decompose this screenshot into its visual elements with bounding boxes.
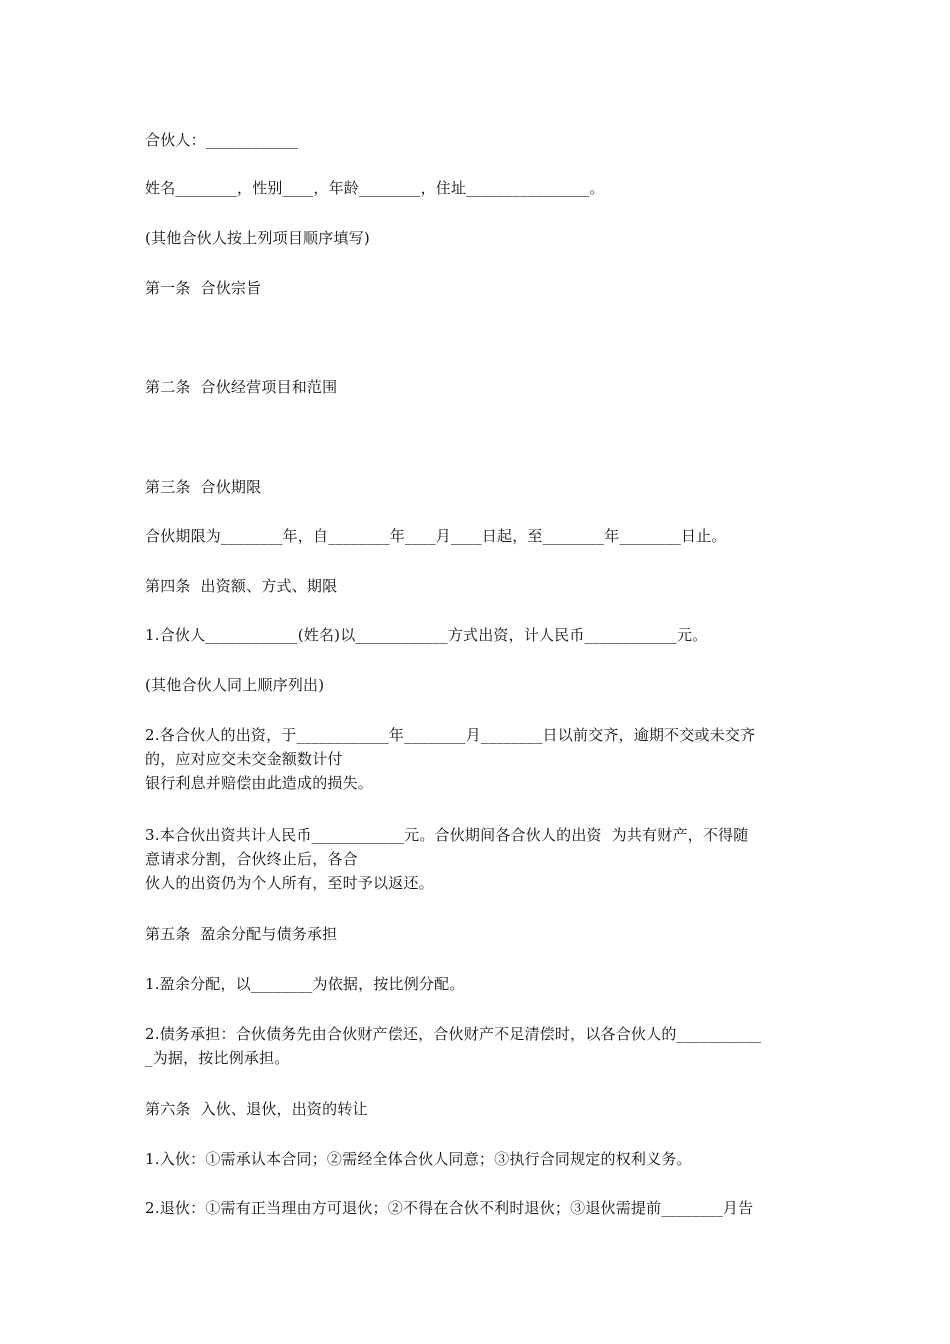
debt-line-1: 2.债务承担：合伙债务先由合伙财产偿还，合伙财产不足清偿时，以各合伙人的___________ [145,1025,762,1043]
article-5-heading: 第五条 盈余分配与债务承担 [145,925,338,943]
other-partners-note: (其他合伙人按上列项目顺序填写) [145,229,370,247]
article-6-heading: 第六条 入伙、退伙，出资的转让 [145,1100,368,1118]
profit-distribution-line: 1.盈余分配，以________为依据，按比例分配。 [145,975,465,993]
contribution-1-line: 1.合伙人____________(姓名)以____________方式出资，计人民币____________元。 [145,626,708,644]
contribution-3-line-2: 意请求分割，合伙终止后，各合 [145,850,358,868]
partner-line: 合伙人：____________ [145,131,299,149]
partner-info-line: 姓名________，性别____，年龄________，住址________________。 [145,179,605,197]
article-1-heading: 第一条 合伙宗旨 [145,279,262,297]
contribution-2-line-3: 银行利息并赔偿由此造成的损失。 [145,774,374,792]
withdrawal-line: 2.退伙：①需有正当理由方可退伙；②不得在合伙不利时退伙；③退伙需提前________月告 [145,1199,754,1217]
contribution-3-line-3: 伙人的出资仍为个人所有，至时予以返还。 [145,874,434,892]
article-3-heading: 第三条 合伙期限 [145,478,262,496]
other-partners-contribution-note: (其他合伙人同上顺序列出) [145,676,325,694]
contribution-2-line-1: 2.各合伙人的出资，于____________年________月________日以前交齐，逾期不交或未交齐 [145,726,756,744]
contribution-3-line-1: 3.本合伙出资共计人民币____________元。合伙期间各合伙人的出资 为共有财产，不得随 [145,826,749,844]
contribution-2-line-2: 的，应对应交未交金额数计付 [145,750,343,768]
term-line: 合伙期限为________年，自________年____月____日起，至________年________日止。 [145,527,727,545]
article-4-heading: 第四条 出资额、方式、期限 [145,577,338,595]
article-2-heading: 第二条 合伙经营项目和范围 [145,378,338,396]
joining-line: 1.入伙：①需承认本合同；②需经全体合伙人同意；③执行合同规定的权利义务。 [145,1150,692,1168]
debt-line-2: _为据，按比例承担。 [145,1049,290,1067]
